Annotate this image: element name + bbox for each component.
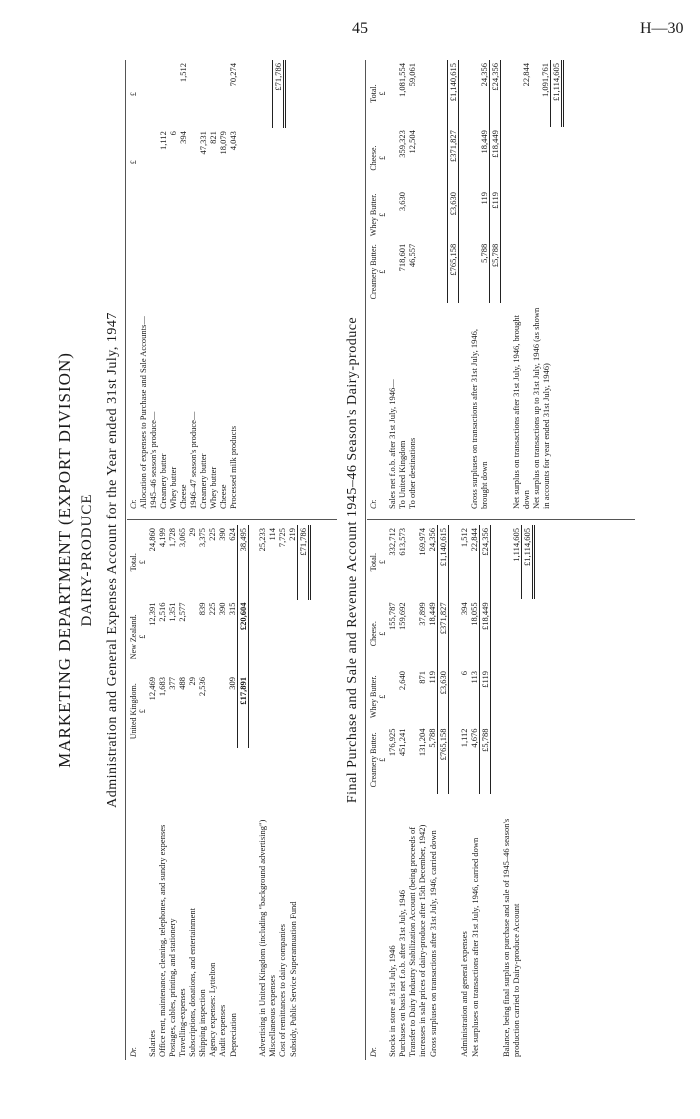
row-label: 1945–46 season's produce— xyxy=(148,411,158,509)
cr-label: Cr. xyxy=(129,499,138,509)
row-blank xyxy=(511,189,531,241)
row-value-wb: 119 xyxy=(478,192,489,205)
col-head: Creamery Butter. xyxy=(369,732,378,788)
page-code: H—30 xyxy=(640,20,684,37)
row-value-nz: 315 xyxy=(227,602,237,616)
admin-dr-total: £71,786 xyxy=(298,525,310,600)
table-row xyxy=(138,60,148,512)
row-value-uk xyxy=(207,674,217,748)
row-value-nz: 1,351 xyxy=(167,602,177,622)
row-blank xyxy=(511,241,531,303)
table-row xyxy=(158,60,168,512)
row-value-nz xyxy=(187,600,197,674)
row-label: Cost of remittances to dairy companies xyxy=(277,924,287,1057)
currency: £ xyxy=(138,709,147,714)
rule xyxy=(125,60,126,1060)
table-row xyxy=(407,60,417,512)
row-blank xyxy=(531,189,551,241)
row-value-total: 24,356 xyxy=(427,528,437,552)
sub-title: DAIRY-PRODUCE xyxy=(79,493,95,627)
row-value-total: 219 xyxy=(287,528,297,541)
final-cr-total: £1,114,605 xyxy=(551,60,563,127)
row-value-ch: 155,787 xyxy=(387,602,397,630)
row-label: Administration and general expenses xyxy=(459,931,469,1057)
row-value-ch: 18,055 xyxy=(469,602,479,626)
sum-ch: £371,827 xyxy=(438,599,449,668)
table-row xyxy=(501,525,521,1060)
table-row xyxy=(228,60,238,512)
table-row xyxy=(397,525,407,1060)
table-row xyxy=(469,525,480,1060)
table-row xyxy=(187,525,197,1060)
row-value-nz: 225 xyxy=(207,602,217,616)
row-value-total: 613,573 xyxy=(397,528,407,556)
row-label: Whey butter xyxy=(168,466,178,509)
currency: £ xyxy=(378,757,387,762)
sum-wb: £3,630 xyxy=(438,668,449,725)
row-value-b xyxy=(198,60,208,128)
row-value-b: 1,512 xyxy=(178,63,188,83)
row-value-nz: 839 xyxy=(197,602,207,616)
table-row xyxy=(147,525,157,1060)
row-label: Audit expenses xyxy=(217,1004,227,1057)
row-label: Stocks in store at 31st July, 1946 xyxy=(387,945,397,1057)
page-number: 45 xyxy=(352,20,368,37)
row-value-total: 1,081,554 xyxy=(397,63,407,97)
row-value-wb xyxy=(407,189,417,241)
row-value-cb: 131,204 xyxy=(417,728,427,757)
row-value-wb: 871 xyxy=(417,671,427,684)
row-blank xyxy=(501,668,521,725)
table-row xyxy=(207,525,217,1060)
row-value-total xyxy=(387,60,397,127)
table-row xyxy=(511,60,531,512)
table-row xyxy=(387,525,397,1060)
row-value-total: 24,860 xyxy=(147,528,157,552)
currency: £ xyxy=(378,631,387,636)
row-value-total: 59,061 xyxy=(407,63,417,87)
row-value-b xyxy=(138,60,148,128)
row-value-cb: 5,788 xyxy=(427,728,437,748)
table-row xyxy=(227,525,238,1060)
row-label: Cheese xyxy=(178,484,188,509)
row-label: Creamery butter xyxy=(158,453,168,509)
row-value-total: 1,091,761 xyxy=(540,63,550,97)
row-value-uk: 488 xyxy=(177,677,187,690)
row-value-total: 3,065 xyxy=(177,528,187,548)
currency: £ xyxy=(129,160,138,165)
row-blank xyxy=(531,241,551,303)
admin-cr-panel xyxy=(129,60,286,512)
col-head: Creamery Butter. xyxy=(369,244,378,300)
row-value-b: 70,274 xyxy=(228,63,238,87)
row-value-uk xyxy=(217,674,227,748)
table-row xyxy=(531,60,551,512)
subtotal-nz: £20,604 xyxy=(238,600,249,674)
row-label: Allocation of expenses to Purchase and Sale Accounts— xyxy=(138,316,148,509)
row-value-wb: 6 xyxy=(459,671,469,676)
table-row xyxy=(218,60,228,512)
col-head: Total. xyxy=(369,84,378,103)
cr-sum-total: £1,140,615 xyxy=(448,60,459,127)
admin-cr-total: £71,786 xyxy=(273,60,285,128)
table-row xyxy=(178,60,188,512)
table-row xyxy=(208,60,218,512)
row-value-wb: 113 xyxy=(469,671,479,684)
table-row xyxy=(459,525,469,1060)
divider xyxy=(367,519,635,520)
cr-label: Cr. xyxy=(369,499,378,509)
table-row xyxy=(157,525,167,1060)
row-label: Net surpluses on transactions after 31st July, 1946, carried down xyxy=(469,837,480,1057)
row-label: Net surplus on transactions up to 31st July, 1946 (as shown in accounts for year ended 31st July, 1946) xyxy=(530,307,551,509)
table-row xyxy=(167,525,177,1060)
col-head: Cheese. xyxy=(369,621,378,647)
row-label: Gross surpluses on transactions after 31st July, 1946, carried down xyxy=(427,830,438,1057)
row-label: Depreciation xyxy=(227,1013,238,1057)
table-row xyxy=(177,525,187,1060)
row-value-a: 4,043 xyxy=(228,131,238,151)
row-value-a: 821 xyxy=(208,131,218,144)
table-row xyxy=(257,525,267,1060)
row-value-uk: 2,536 xyxy=(197,677,207,697)
row-label: Subscriptions, donations, and entertainment xyxy=(187,908,197,1057)
row-value-wb xyxy=(387,189,397,241)
table-row xyxy=(469,60,489,512)
row-value-cb: 176,925 xyxy=(387,728,397,757)
currency: £ xyxy=(138,634,147,639)
table-row xyxy=(427,525,438,1060)
row-value-total: 1,512 xyxy=(459,528,469,548)
admin-section-title: Administration and General Expenses Account for the Year ended 31st July, 1947 xyxy=(105,312,120,808)
row-value-total: 169,974 xyxy=(417,528,427,556)
cr-sum2-cb: £5,788 xyxy=(489,241,500,303)
subtotal-total: 38,495 xyxy=(238,525,249,600)
row-value-total: 25,233 xyxy=(257,528,267,552)
sum-total: £1,140,615 xyxy=(438,525,449,599)
row-label: Salaries xyxy=(147,1030,157,1057)
row-blank xyxy=(277,600,287,674)
row-value-ch: 18,449 xyxy=(478,130,489,154)
currency: £ xyxy=(378,212,387,217)
row-value-uk: 29 xyxy=(187,677,197,686)
row-label: Sales net f.o.b. after 31st July, 1946— xyxy=(387,379,397,509)
table-row xyxy=(197,525,207,1060)
row-blank xyxy=(511,127,531,189)
row-value-ch: 37,899 xyxy=(417,602,427,626)
row-value-nz: 2,516 xyxy=(157,602,167,622)
sum-cb: £765,158 xyxy=(438,725,449,794)
row-label: Whey butter xyxy=(208,466,218,509)
row-label: Transfer to Dairy Industry Stabilization Account (being proceeds of increases in sale prices of dairy-produce after 15th December, 1942) xyxy=(407,824,427,1057)
subtotal-uk: £17,891 xyxy=(238,674,249,748)
table-row xyxy=(168,60,178,512)
currency: £ xyxy=(129,92,138,97)
sum2-wb: £119 xyxy=(480,668,491,725)
row-label: Postages, cables, printing, and stationery xyxy=(167,918,177,1057)
currency: £ xyxy=(378,156,387,161)
row-value-a: 6 xyxy=(168,131,178,136)
admin-cr-table xyxy=(129,60,286,512)
sum2-ch: £18,449 xyxy=(480,599,491,668)
currency: £ xyxy=(138,560,147,565)
row-blank xyxy=(277,674,287,748)
row-label: Balance, being final surplus on purchase and sale of 1945–46 season's production carried to Dairy-produce Account xyxy=(501,818,521,1057)
table-row xyxy=(397,60,407,512)
row-value-ch xyxy=(387,127,397,189)
row-value-wb: 119 xyxy=(427,671,437,684)
row-value-cb: 718,601 xyxy=(397,243,407,272)
sum2-cb: £5,788 xyxy=(480,725,491,794)
col-head: New Zealand. xyxy=(129,614,138,660)
row-value-a: 1,112 xyxy=(158,131,168,150)
col-head: Whey Butter. xyxy=(369,675,378,719)
currency: £ xyxy=(378,269,387,274)
row-blank xyxy=(267,600,277,674)
cr-sum2-total: £24,356 xyxy=(489,60,500,127)
row-value-uk: 12,469 xyxy=(147,677,157,701)
row-value-total: 624 xyxy=(227,528,237,541)
row-label: Agency expenses: Lyttelton xyxy=(207,962,217,1057)
row-value-uk: 377 xyxy=(167,677,177,690)
col-head: Total. xyxy=(369,553,378,572)
cr-sum-ch: £371,827 xyxy=(448,127,459,189)
row-label: Net surplus on transactions after 31st July, 1946, brought down xyxy=(510,315,531,509)
row-value-cb: 5,788 xyxy=(478,243,489,263)
row-value-total: 1,728 xyxy=(167,528,177,548)
row-value-ch: 12,504 xyxy=(407,130,417,154)
row-label: Office rent, maintenance, cleaning, telephones, and sundry expenses xyxy=(157,824,167,1057)
final-dr-panel xyxy=(369,525,535,1060)
row-value-a xyxy=(148,128,158,196)
row-value-wb: 2,640 xyxy=(397,671,407,691)
table-row xyxy=(267,525,277,1060)
row-value-b xyxy=(208,60,218,128)
row-value-total: 4,199 xyxy=(157,528,167,548)
row-value-total: 390 xyxy=(217,528,227,541)
row-value-wb: 3,630 xyxy=(397,192,407,212)
row-blank xyxy=(257,674,267,748)
row-blank xyxy=(287,600,298,674)
admin-dr-table xyxy=(129,525,311,1060)
cr-sum2-wb: £119 xyxy=(489,189,500,241)
row-value-nz: 2,577 xyxy=(177,602,187,622)
row-label: Travelling-expenses xyxy=(177,988,187,1057)
rule xyxy=(365,60,366,1060)
final-cr-table xyxy=(369,60,564,512)
row-value-total: 1,114,605 xyxy=(510,528,521,562)
row-value-total: 22,844 xyxy=(520,63,531,87)
currency: £ xyxy=(378,560,387,565)
col-head: Total. xyxy=(129,553,138,572)
row-blank xyxy=(501,599,521,668)
row-value-a xyxy=(188,128,198,196)
row-value-total: 22,844 xyxy=(469,528,479,552)
row-value-a: 47,331 xyxy=(198,131,208,155)
row-value-b xyxy=(168,60,178,128)
row-value-a: 18,079 xyxy=(218,131,228,155)
row-blank xyxy=(257,600,267,674)
currency: £ xyxy=(378,694,387,699)
row-label: Creamery butter xyxy=(198,453,208,509)
final-cr-panel xyxy=(369,60,564,512)
row-value-uk: 309 xyxy=(227,677,237,690)
row-blank xyxy=(267,674,277,748)
row-label: Subsidy, Public Service Superannuation Fund xyxy=(287,901,298,1057)
row-value-cb: 1,112 xyxy=(459,728,469,748)
row-value-nz: 390 xyxy=(217,602,227,616)
row-value-total: 225 xyxy=(207,528,217,541)
row-label: Purchases on basis net f.o.b. after 31st July, 1946 xyxy=(397,889,407,1057)
row-value-b xyxy=(148,60,158,128)
table-row xyxy=(188,60,198,512)
row-value-total: 3,375 xyxy=(197,528,207,548)
row-value-total: 332,712 xyxy=(387,528,397,556)
row-label: 1946–47 season's produce— xyxy=(188,411,198,509)
cr-sum2-ch: £18,449 xyxy=(489,127,500,189)
col-head: Whey Butter. xyxy=(369,193,378,237)
row-value-cb: 46,557 xyxy=(407,243,417,268)
row-value-uk: 1,683 xyxy=(157,677,167,697)
row-value-nz: 12,391 xyxy=(147,602,157,626)
col-head: Cheese. xyxy=(369,145,378,171)
row-value-wb xyxy=(387,668,397,725)
row-value-total: 114 xyxy=(267,528,277,541)
row-value-b xyxy=(158,60,168,128)
admin-dr-panel xyxy=(129,525,311,1060)
col-head: United Kingdom. xyxy=(129,683,138,740)
row-blank xyxy=(287,674,298,748)
row-label: To other destinations xyxy=(407,437,417,509)
row-value-a xyxy=(138,128,148,196)
final-dr-total: £1,114,605 xyxy=(521,525,533,599)
row-value-cb: 451,241 xyxy=(397,728,407,757)
row-label: Miscellaneous expenses xyxy=(267,975,277,1057)
final-dr-table xyxy=(369,525,535,1060)
dr-label: Dr. xyxy=(369,1046,378,1057)
final-section-title: Final Purchase and Sale and Revenue Account 1945–46 Season's Dairy-produce xyxy=(345,316,360,804)
table-row xyxy=(217,525,227,1060)
table-row xyxy=(198,60,208,512)
main-title: MARKETING DEPARTMENT (EXPORT DIVISION) xyxy=(55,352,74,768)
table-row xyxy=(387,60,397,512)
row-value-total: 24,356 xyxy=(478,63,489,87)
row-blank xyxy=(501,725,521,794)
row-value-cb: 4,676 xyxy=(469,728,479,748)
table-row xyxy=(407,525,427,1060)
divider xyxy=(127,519,337,520)
dr-label: Dr. xyxy=(129,1046,138,1057)
row-label: Shipping inspection xyxy=(197,989,207,1057)
currency: £ xyxy=(378,91,387,96)
row-value-b xyxy=(218,60,228,128)
row-label: Processed milk products xyxy=(228,425,238,509)
row-value-cb xyxy=(387,241,397,303)
row-label: Advertising in United Kingdom (including "background advertising") xyxy=(257,819,267,1057)
cr-sum-cb: £765,158 xyxy=(448,241,459,303)
row-value-total: 29 xyxy=(187,528,197,537)
row-value-a: 394 xyxy=(178,131,188,144)
table-row xyxy=(148,60,158,512)
sum2-total: £24,356 xyxy=(480,525,491,599)
row-label: To United Kingdom xyxy=(397,440,407,509)
table-row xyxy=(277,525,287,1060)
row-value-ch: 18,449 xyxy=(427,602,437,626)
cr-sum-wb: £3,630 xyxy=(448,189,459,241)
row-label: Cheese xyxy=(218,484,228,509)
table-row xyxy=(287,525,298,1060)
row-value-ch: 394 xyxy=(459,602,469,616)
row-value-ch: 359,323 xyxy=(397,130,407,158)
row-value-total: 7,725 xyxy=(277,528,287,548)
row-value-ch: 159,692 xyxy=(397,602,407,630)
rotated-document xyxy=(55,60,635,1060)
row-value-b xyxy=(188,60,198,128)
row-label: Gross surpluses on transactions after 31st July, 1946, brought down xyxy=(469,328,489,509)
row-blank xyxy=(531,127,551,189)
